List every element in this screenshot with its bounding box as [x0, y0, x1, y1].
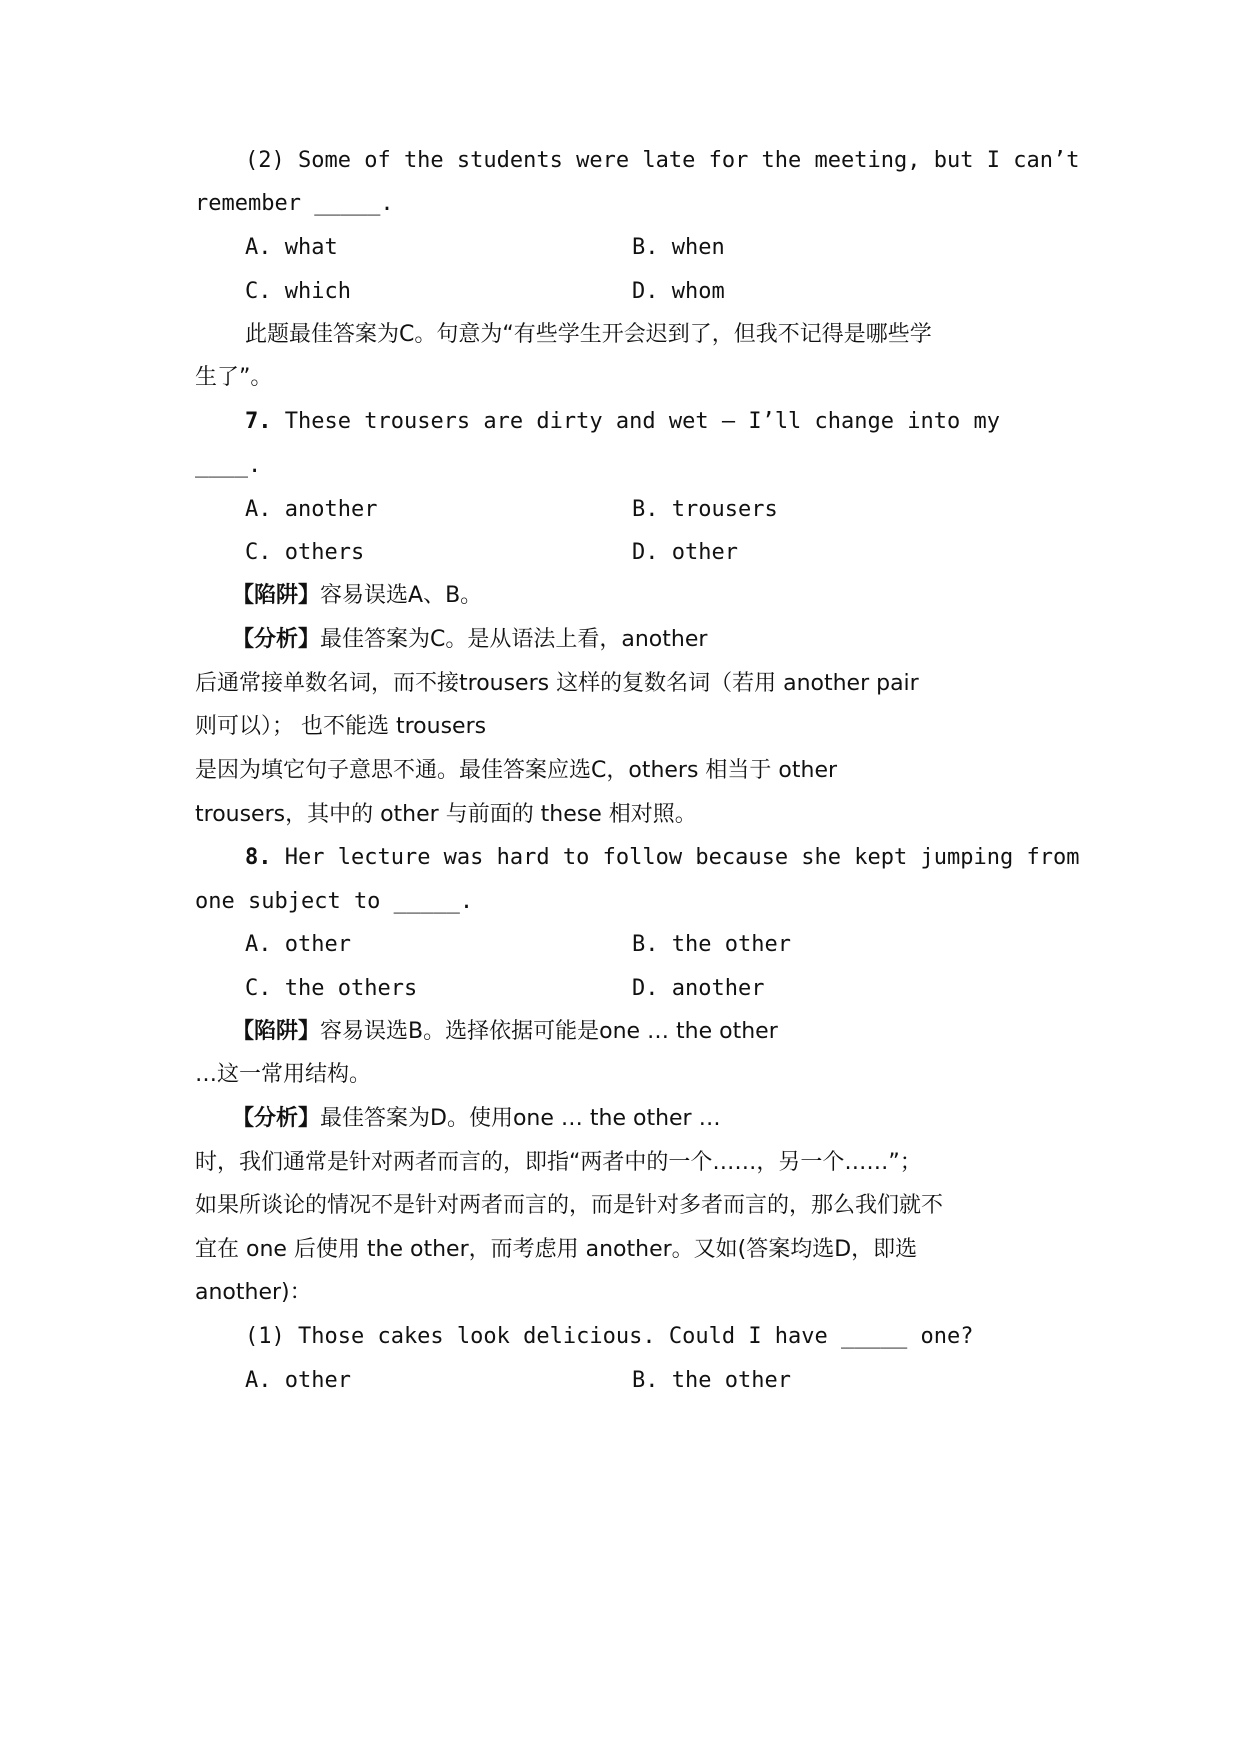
q7-trap: [232, 581, 1092, 611]
q8-example1-option-a: A. other: [245, 1368, 351, 1393]
q7-option-d: D. other: [632, 540, 738, 565]
q7-option-a: A. another: [245, 497, 378, 522]
q8-analysis-line3: 如果所谈论的情况不是针对两者而言的，而是针对多者而言的，那么我们就不: [195, 1193, 944, 1218]
q8-analysis-line2: 时，我们通常是针对两者而言的，即指“两者中的一个……，另一个……”；: [195, 1150, 922, 1175]
q8-example1-option-b: B. the other: [632, 1368, 791, 1393]
q7-stem-text: These trousers are dirty and wet — I’ll change into my: [271, 409, 1000, 434]
q8-trap-text: 容易误选B。选择依据可能是one … the other: [320, 1019, 778, 1044]
q8-option-b: B. the other: [632, 932, 791, 957]
q7-trap-text: 容易误选A、B。: [320, 583, 483, 608]
q7-analysis-line5: trousers，其中的 other 与前面的 these 相对照。: [195, 802, 697, 827]
q7-stem-line1: [245, 407, 1105, 437]
q7-analysis-line4: 是因为填它句子意思不通。最佳答案应选C，others 相当于 other: [195, 758, 838, 783]
q7-analysis-text: 最佳答案为C。是从语法上看，another: [320, 627, 708, 652]
q8-analysis-line5: another)：: [195, 1280, 312, 1305]
q6b-option-b: B. when: [632, 235, 725, 260]
q8-trap-line1: [232, 1017, 1092, 1047]
q8-stem-line2: one subject to _____.: [195, 889, 474, 914]
q6b-option-d: D. whom: [632, 279, 725, 304]
q6b-option-c: C. which: [245, 279, 351, 304]
q6b-stem-line1: (2) Some of the students were late for the meeting, but I can’t: [245, 148, 1080, 173]
q7-analysis-line1: [232, 625, 1092, 655]
q6b-explanation-line1: 此题最佳答案为C。句意为“有些学生开会迟到了，但我不记得是哪些学: [245, 322, 932, 347]
q8-trap-line2: …这一常用结构。: [195, 1062, 372, 1087]
q7-option-b: B. trousers: [632, 497, 778, 522]
q6b-stem-line2: remember _____.: [195, 191, 394, 216]
q7-stem-line2: ____.: [195, 453, 262, 478]
q8-analysis-line1: [232, 1104, 1092, 1134]
q8-analysis-text: 最佳答案为D。使用one … the other …: [320, 1106, 721, 1131]
q7-trap-tag: 【陷阱】: [232, 583, 321, 608]
q8-trap-tag: 【陷阱】: [232, 1019, 321, 1044]
q7-analysis-tag: 【分析】: [232, 627, 321, 652]
q8-option-a: A. other: [245, 932, 351, 957]
q8-stem-text: Her lecture was hard to follow because she kept jumping from: [271, 845, 1080, 870]
q7-analysis-line3: 则可以）； 也不能选 trousers: [195, 714, 487, 739]
q8-stem-line1: [245, 843, 1105, 873]
q7-number: 7.: [245, 409, 272, 434]
q6b-explanation-line2: 生了”。: [195, 365, 273, 390]
q6b-option-a: A. what: [245, 235, 338, 260]
q8-number: 8.: [245, 845, 272, 870]
q8-option-d: D. another: [632, 976, 765, 1001]
q8-analysis-line4: 宜在 one 后使用 the other，而考虑用 another。又如(答案均选D，即选: [195, 1237, 918, 1262]
q7-option-c: C. others: [245, 540, 365, 565]
q8-analysis-tag: 【分析】: [232, 1106, 321, 1131]
q8-option-c: C. the others: [245, 976, 418, 1001]
q7-analysis-line2: 后通常接单数名词，而不接trousers 这样的复数名词（若用 another pair: [195, 671, 919, 696]
q8-example1-stem: (1) Those cakes look delicious. Could I have _____ one?: [245, 1324, 974, 1349]
